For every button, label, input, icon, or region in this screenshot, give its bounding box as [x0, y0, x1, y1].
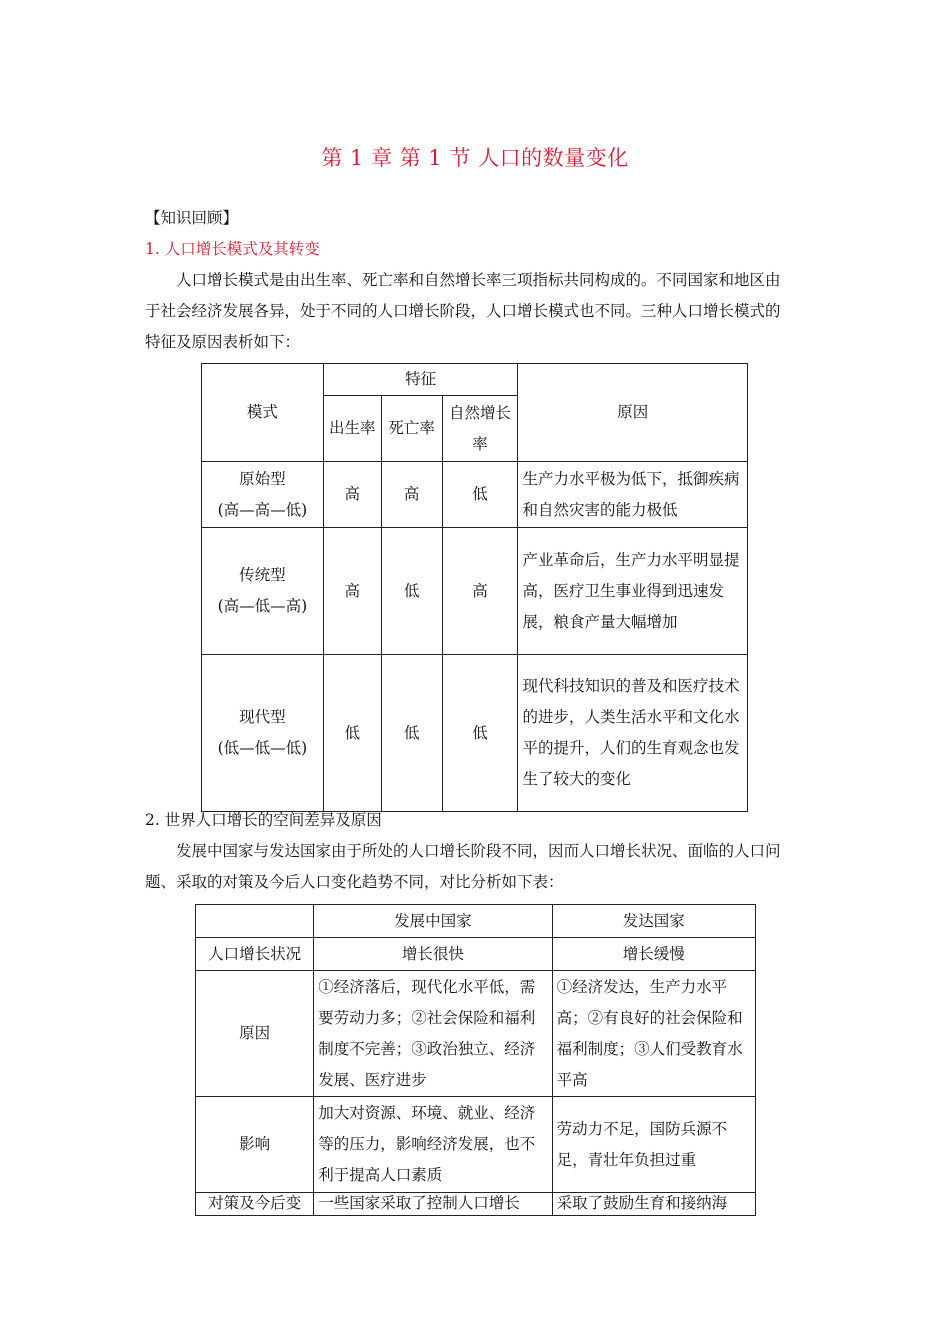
section2-paragraph: 发展中国家与发达国家由于所处的人口增长阶段不同，因而人口增长状况、面临的人口问题、采取的对策及今后人口变化趋势不同，对比分析如下表：	[145, 842, 781, 891]
section1-heading: 1. 人口增长模式及其转变	[145, 240, 320, 258]
table-row	[196, 971, 756, 1097]
header-developed: 发达国家	[552, 905, 755, 938]
death-cell: 高	[381, 462, 442, 528]
header-mode: 模式	[202, 364, 324, 462]
mode-pattern: (高—低—高)	[217, 597, 308, 615]
reason-cell: 现代科技知识的普及和医疗技术的进步，人类生活水平和文化水平的提升，人们的生育观念也发生了较大的变化	[518, 655, 748, 812]
mode-name: 传统型	[239, 566, 286, 584]
developed-cell: 增长缓慢	[552, 938, 755, 971]
header-death-rate: 死亡率	[381, 396, 442, 462]
developed-cell: 采取了鼓励生育和接纳海	[552, 1193, 755, 1216]
reason-cell: 生产力水平极为低下，抵御疾病和自然灾害的能力极低	[518, 462, 748, 528]
birth-cell: 高	[323, 528, 381, 655]
row-label: 对策及今后变	[196, 1193, 314, 1216]
header-natural-growth: 自然增长率	[442, 396, 518, 462]
page-title: 第 1 章 第 1 节 人口的数量变化	[321, 146, 629, 170]
developing-cell: 一些国家采取了控制人口增长	[314, 1193, 552, 1216]
table-row	[202, 462, 748, 528]
death-cell: 低	[381, 528, 442, 655]
population-model-table	[201, 363, 748, 812]
header-developing: 发展中国家	[314, 905, 552, 938]
birth-cell: 低	[323, 655, 381, 812]
row-label: 影响	[196, 1097, 314, 1193]
table-row	[202, 655, 748, 812]
mode-pattern: (高—高—低)	[217, 500, 308, 519]
table-row	[202, 528, 748, 655]
mode-cell	[202, 655, 324, 812]
death-cell: 低	[381, 655, 442, 812]
country-comparison-table	[195, 904, 756, 1216]
developing-cell: 加大对资源、环境、就业、经济等的压力，影响经济发展，也不利于提高人口素质	[314, 1097, 552, 1193]
mode-pattern: (低—低—低)	[217, 739, 308, 757]
mode-name: 原始型	[239, 469, 286, 488]
natural-cell: 低	[442, 655, 518, 812]
birth-cell: 高	[323, 462, 381, 528]
header-birth-rate: 出生率	[323, 396, 381, 462]
reason-cell: 产业革命后，生产力水平明显提高，医疗卫生事业得到迅速发展，粮食产量大幅增加	[518, 528, 748, 655]
developing-cell: 增长很快	[314, 938, 552, 971]
mode-name: 现代型	[239, 708, 286, 726]
header-feature: 特征	[323, 364, 518, 396]
section1-paragraph: 人口增长模式是由出生率、死亡率和自然增长率三项指标共同构成的。不同国家和地区由于社会经济发展各异，处于不同的人口增长阶段，人口增长模式也不同。三种人口增长模式的特征及原因表析如下：	[145, 271, 781, 351]
natural-cell: 高	[442, 528, 518, 655]
header-reason: 原因	[518, 364, 748, 462]
mode-cell	[202, 462, 324, 528]
review-heading: 【知识回顾】	[145, 209, 239, 227]
mode-cell	[202, 528, 324, 655]
developed-cell: ①经济发达，生产力水平高；②有良好的社会保险和福利制度；③人们受教育水平高	[552, 971, 755, 1097]
table-row	[196, 938, 756, 971]
developing-cell: ①经济落后，现代化水平低，需要劳动力多；②社会保险和福利制度不完善；③政治独立、经济发展、医疗进步	[314, 971, 552, 1097]
row-label: 原因	[196, 971, 314, 1097]
natural-cell: 低	[442, 462, 518, 528]
table-row	[196, 1097, 756, 1193]
header-blank	[196, 905, 314, 938]
developed-cell: 劳动力不足，国防兵源不足，青壮年负担过重	[552, 1097, 755, 1193]
row-label: 人口增长状况	[196, 938, 314, 971]
table-row	[196, 1193, 756, 1216]
section2-heading: 2. 世界人口增长的空间差异及原因	[145, 811, 382, 829]
